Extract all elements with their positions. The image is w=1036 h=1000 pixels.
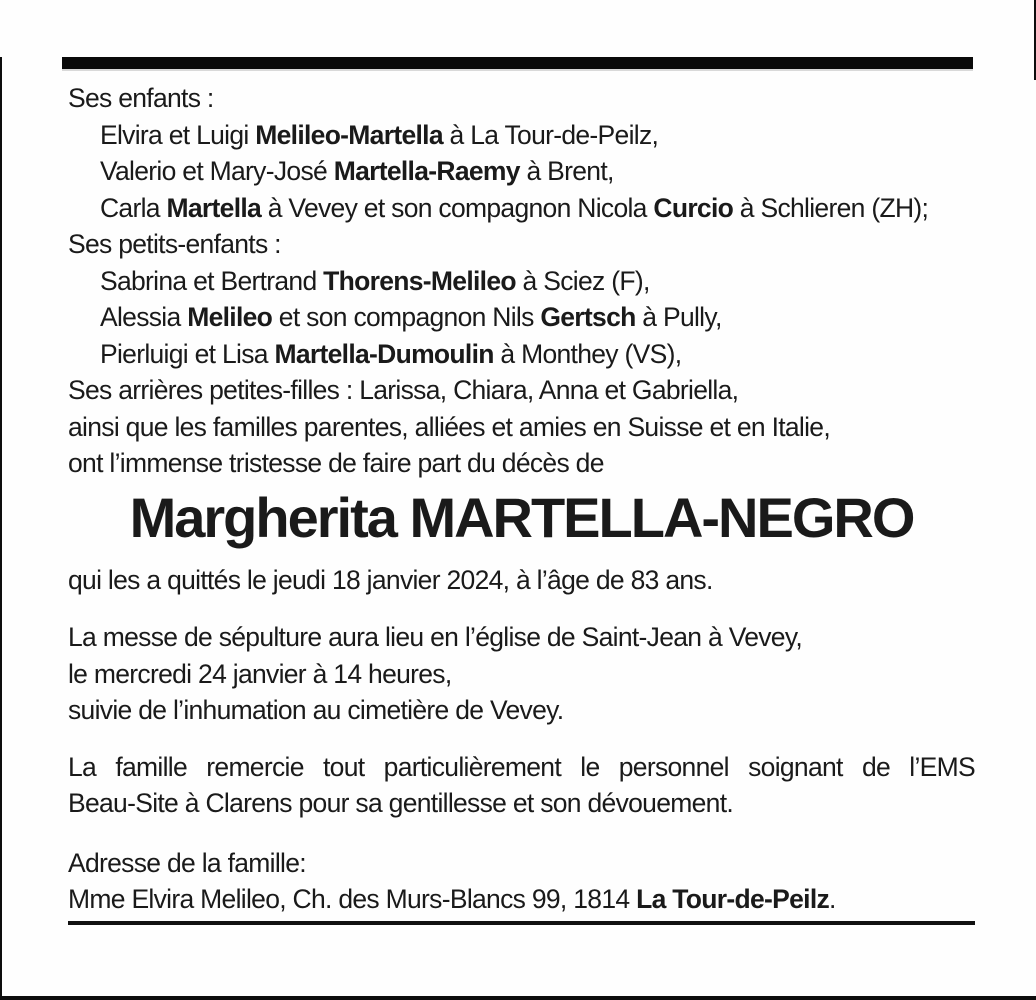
text-run: et son compagnon Nils xyxy=(272,302,541,332)
text-run: Pierluigi et Lisa xyxy=(100,338,275,369)
thanks-paragraph xyxy=(68,749,975,822)
family-line-children-label xyxy=(68,80,975,117)
thanks-line-2: Beau-Site à Clarens pour sa gentillesse et son dévouement. xyxy=(68,788,734,818)
bottom-rule xyxy=(68,921,975,925)
text-run: Ses petits-enfants : xyxy=(68,229,281,259)
text-run: à La Tour-de-Peilz, xyxy=(442,119,659,150)
family-line-announcement-intro xyxy=(68,445,975,482)
text-run-bold: Melileo-Martella xyxy=(255,119,443,150)
text-run: Elvira et Luigi xyxy=(100,119,256,150)
text-run: à Vevey et son compagnon Nicola xyxy=(261,192,654,223)
notice-content xyxy=(68,80,975,925)
text-run-bold: Melileo xyxy=(187,302,273,332)
text-run: Carla xyxy=(100,192,167,223)
text-run: à Monthey (VS), xyxy=(493,338,682,369)
scan-edge-left xyxy=(0,57,2,1000)
text-run: à Pully, xyxy=(635,302,722,332)
text-run: ainsi que les familles parentes, alliées et amies en Suisse et en Italie, xyxy=(68,411,831,442)
scan-edge-bottom xyxy=(0,996,1036,1000)
text-run: Ses enfants : xyxy=(68,83,214,113)
text-run-bold: Martella xyxy=(166,192,262,223)
text-run: Mme Elvira Melileo, Ch. des Murs-Blancs 99, 1814 xyxy=(68,884,637,914)
text-run: Sabrina et Bertrand xyxy=(100,265,324,296)
text-run: Alessia xyxy=(100,302,188,332)
text-run-bold: Curcio xyxy=(653,192,734,223)
text-run: Ses arrières petites-filles : Larissa, Chiara, Anna et Gabriella, xyxy=(68,375,739,405)
family-line-pierluigi xyxy=(68,336,975,373)
family-line-greatgrandchildren xyxy=(68,372,975,409)
text-run-bold: Thorens-Melileo xyxy=(323,265,516,296)
ceremony-line-date: le mercredi 24 janvier à 14 heures, xyxy=(68,658,452,689)
text-run: à Sciez (F), xyxy=(515,265,650,296)
ceremony-line-mass: La messe de sépulture aura lieu en l’église de Saint-Jean à Vevey, xyxy=(68,622,803,652)
family-line-valerio xyxy=(68,153,975,190)
text-run: ont l’immense tristesse de faire part du décès de xyxy=(68,448,604,478)
family-line-sabrina xyxy=(68,263,975,300)
address-block xyxy=(68,845,975,918)
family-line-carla xyxy=(68,190,975,227)
text-run: . xyxy=(829,884,836,914)
deceased-name: Margherita MARTELLA-NEGRO xyxy=(129,485,914,549)
family-line-relatives xyxy=(68,409,975,446)
top-divider-bar xyxy=(62,57,973,69)
text-run-bold: Martella-Raemy xyxy=(333,156,520,186)
text-run: Valerio et Mary-José xyxy=(100,156,334,186)
address-line xyxy=(68,881,975,918)
ceremony-line-burial: suivie de l’inhumation au cimetière de Vevey. xyxy=(68,695,564,725)
ceremony-paragraph xyxy=(68,619,975,729)
address-label: Adresse de la famille: xyxy=(68,847,306,878)
death-announcement: qui les a quittés le jeudi 18 janvier 2024, à l’âge de 83 ans. xyxy=(68,564,713,595)
family-line-grandchildren-label xyxy=(68,226,975,263)
text-run: à Brent, xyxy=(519,156,614,186)
text-run-bold: La Tour-de-Peilz xyxy=(636,884,830,914)
text-run-bold: Gertsch xyxy=(540,302,636,332)
thanks-line-1: La famille remercie tout particulièrement le personnel soignant de l’EMS xyxy=(68,751,975,782)
text-run-bold: Martella-Dumoulin xyxy=(274,338,494,369)
family-line-alessia xyxy=(68,299,975,336)
text-run: à Schlieren (ZH); xyxy=(733,192,929,223)
family-line-elvira xyxy=(68,117,975,154)
